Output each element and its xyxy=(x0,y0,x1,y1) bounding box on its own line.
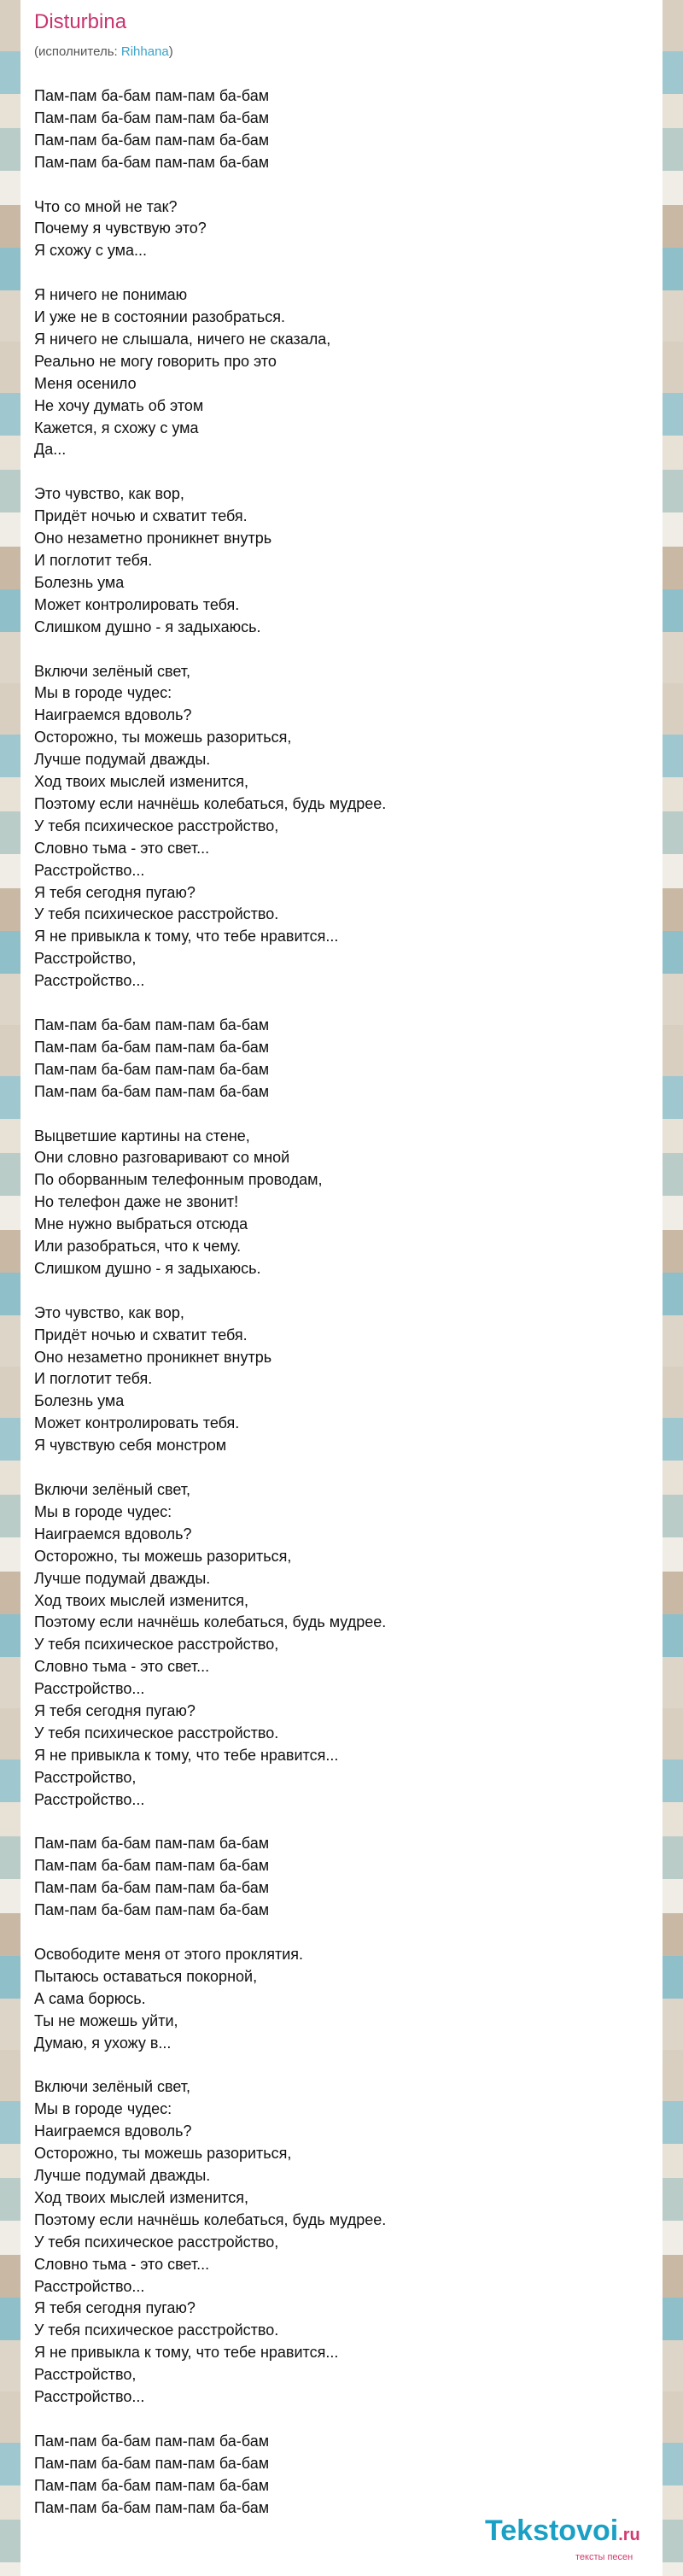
lyrics-line: Расстройство... xyxy=(34,1790,145,1808)
lyrics-line: И поглотит тебя. xyxy=(34,551,153,569)
lyrics-line: Может контролировать тебя. xyxy=(34,1414,240,1432)
lyrics-line: Пам-пам ба-бам пам-пам ба-бам xyxy=(34,108,270,126)
lyrics-line: Пам-пам ба-бам пам-пам ба-бам xyxy=(34,1857,270,1875)
lyrics-stanza xyxy=(34,483,632,638)
lyrics-line: Поэтому если начнёшь колебаться, будь мудрее. xyxy=(34,794,387,812)
lyrics-line: Оно незаметно проникнет внутрь xyxy=(34,1348,272,1366)
lyrics-line: Болезнь ума xyxy=(34,573,125,591)
lyrics-line: Я не привыкла к тому, что тебе нравится... xyxy=(34,2344,339,2362)
lyrics-line: У тебя психическое расстройство. xyxy=(34,905,279,923)
lyrics-line: Поэтому если начнёшь колебаться, будь мудрее. xyxy=(34,2210,387,2228)
lyrics-line: Пам-пам ба-бам пам-пам ба-бам xyxy=(34,2454,270,2472)
lyrics-line: Расстройство... xyxy=(34,2277,145,2295)
lyrics-line: Мы в городе чудес: xyxy=(34,684,172,702)
lyrics-line: Пам-пам ба-бам пам-пам ба-бам xyxy=(34,2498,270,2516)
song-title: Disturbina xyxy=(34,10,127,33)
lyrics-line: Слишком душно - я задыхаюсь. xyxy=(34,618,261,635)
lyrics-card xyxy=(20,0,663,2576)
lyrics-line: Словно тьма - это свет... xyxy=(34,2255,210,2273)
lyrics-line: У тебя психическое расстройство, xyxy=(34,817,279,834)
lyrics-line: Наиграемся вдоволь? xyxy=(34,706,192,724)
lyrics-line: Расстройство, xyxy=(34,1768,137,1786)
logo-tld: .ru xyxy=(618,2526,640,2544)
lyrics-line: По оборванным телефонным проводам, xyxy=(34,1171,323,1189)
lyrics-line: Я тебя сегодня пугаю? xyxy=(34,2299,196,2317)
artist-suffix: ) xyxy=(168,44,173,59)
lyrics-line: А сама борюсь. xyxy=(34,1989,146,2007)
lyrics-stanza xyxy=(34,1833,632,1922)
site-logo[interactable] xyxy=(485,2515,673,2566)
lyrics-line: Но телефон даже не звонит! xyxy=(34,1193,239,1211)
lyrics-line: Ход твоих мыслей изменится, xyxy=(34,773,248,791)
lyrics-stanza xyxy=(34,1303,632,1457)
lyrics-line: Расстройство, xyxy=(34,950,137,968)
lyrics-line: Мы в городе чудес: xyxy=(34,1502,172,1520)
lyrics-line: Кажется, я схожу с ума xyxy=(34,419,199,436)
lyrics-text xyxy=(34,85,632,2541)
lyrics-line: И поглотит тебя. xyxy=(34,1370,153,1388)
lyrics-line: Думаю, я ухожу в... xyxy=(34,2034,172,2052)
lyrics-line: Я ничего не понимаю xyxy=(34,286,188,304)
lyrics-line: Расстройство... xyxy=(34,861,145,879)
lyrics-line: Пам-пам ба-бам пам-пам ба-бам xyxy=(34,87,270,104)
lyrics-line: Пам-пам ба-бам пам-пам ба-бам xyxy=(34,131,270,149)
lyrics-line: Ход твоих мыслей изменится, xyxy=(34,2188,248,2206)
lyrics-line: Я чувствую себя монстром xyxy=(34,1437,227,1455)
lyrics-line: Я ничего не слышала, ничего не сказала, xyxy=(34,330,331,348)
lyrics-line: Лучше подумай дважды. xyxy=(34,1569,211,1587)
logo-name: Tekstovoi xyxy=(485,2515,619,2547)
lyrics-line: Не хочу думать об этом xyxy=(34,396,204,414)
lyrics-line: Словно тьма - это свет... xyxy=(34,839,210,857)
lyrics-line: У тебя психическое расстройство. xyxy=(34,1724,279,1742)
lyrics-stanza xyxy=(34,1015,632,1104)
lyrics-line: Или разобраться, что к чему. xyxy=(34,1238,242,1256)
lyrics-line: Болезнь ума xyxy=(34,1392,125,1410)
lyrics-line: Лучше подумай дважды. xyxy=(34,751,211,769)
lyrics-line: Выцветшие картины на стене, xyxy=(34,1127,250,1145)
lyrics-line: Расстройство... xyxy=(34,2388,145,2406)
lyrics-line: Словно тьма - это свет... xyxy=(34,1658,210,1676)
lyrics-line: Пам-пам ба-бам пам-пам ба-бам xyxy=(34,1016,270,1033)
lyrics-line: Расстройство... xyxy=(34,972,145,990)
lyrics-line: И уже не в состоянии разобраться. xyxy=(34,308,285,326)
lyrics-line: Наиграемся вдоволь? xyxy=(34,2122,192,2140)
lyrics-line: Пам-пам ба-бам пам-пам ба-бам xyxy=(34,2432,270,2450)
artist-line xyxy=(34,44,173,59)
lyrics-line: У тебя психическое расстройство, xyxy=(34,2233,279,2251)
lyrics-line: У тебя психическое расстройство, xyxy=(34,1636,279,1654)
lyrics-line: Пам-пам ба-бам пам-пам ба-бам xyxy=(34,1082,270,1100)
lyrics-line: Придёт ночью и схватит тебя. xyxy=(34,1326,248,1344)
lyrics-line: Расстройство, xyxy=(34,2366,137,2384)
lyrics-stanza xyxy=(34,661,632,993)
lyrics-line: Пам-пам ба-бам пам-пам ба-бам xyxy=(34,1060,270,1078)
lyrics-line: Осторожно, ты можешь разориться, xyxy=(34,2145,292,2163)
lyrics-line: Почему я чувствую это? xyxy=(34,220,207,237)
artist-link[interactable]: Rihhana xyxy=(120,44,169,59)
lyrics-line: Ты не можешь уйти, xyxy=(34,2011,178,2029)
lyrics-line: Я схожу с ума... xyxy=(34,242,148,260)
lyrics-line: Да... xyxy=(34,441,67,459)
artist-prefix: (исполнитель: xyxy=(34,44,121,59)
lyrics-stanza xyxy=(34,196,632,263)
lyrics-line: Пытаюсь оставаться покорной, xyxy=(34,1967,258,1985)
lyrics-line: Освободите меня от этого проклятия. xyxy=(34,1945,304,1963)
logo-tagline: тексты песен xyxy=(575,2552,633,2562)
lyrics-line: Я тебя сегодня пугаю? xyxy=(34,883,196,901)
lyrics-line: Это чувство, как вор, xyxy=(34,485,184,503)
lyrics-line: Поэтому если начнёшь колебаться, будь мудрее. xyxy=(34,1613,387,1631)
lyrics-line: Я не привыкла к тому, что тебе нравится... xyxy=(34,928,339,946)
lyrics-line: Лучше подумай дважды. xyxy=(34,2167,211,2185)
lyrics-line: Может контролировать тебя. xyxy=(34,595,240,613)
logo-wordmark xyxy=(485,2515,640,2548)
lyrics-stanza xyxy=(34,1944,632,2055)
lyrics-line: Осторожно, ты можешь разориться, xyxy=(34,729,292,746)
lyrics-line: Включи зелёный свет, xyxy=(34,662,191,680)
lyrics-line: Я не привыкла к тому, что тебе нравится... xyxy=(34,1746,339,1764)
lyrics-line: Реально не могу говорить про это xyxy=(34,352,277,370)
lyrics-line: Что со мной не так? xyxy=(34,197,178,215)
lyrics-line: Это чувство, как вор, xyxy=(34,1303,184,1321)
lyrics-line: Пам-пам ба-бам пам-пам ба-бам xyxy=(34,1879,270,1897)
lyrics-line: Я тебя сегодня пугаю? xyxy=(34,1702,196,1720)
lyrics-line: Расстройство... xyxy=(34,1680,145,1698)
lyrics-line: Пам-пам ба-бам пам-пам ба-бам xyxy=(34,153,270,171)
lyrics-stanza xyxy=(34,2076,632,2409)
lyrics-stanza xyxy=(34,1479,632,1812)
lyrics-line: Наиграемся вдоволь? xyxy=(34,1525,192,1543)
lyrics-line: Пам-пам ба-бам пам-пам ба-бам xyxy=(34,1835,270,1853)
lyrics-line: Они словно разговаривают со мной xyxy=(34,1149,290,1167)
lyrics-stanza xyxy=(34,85,632,174)
lyrics-line: Пам-пам ба-бам пам-пам ба-бам xyxy=(34,2476,270,2494)
lyrics-stanza xyxy=(34,284,632,461)
lyrics-line: Осторожно, ты можешь разориться, xyxy=(34,1547,292,1565)
lyrics-line: Включи зелёный свет, xyxy=(34,1480,191,1498)
lyrics-line: Мы в городе чудес: xyxy=(34,2100,172,2118)
lyrics-line: Оно незаметно проникнет внутрь xyxy=(34,530,272,547)
lyrics-line: Включи зелёный свет, xyxy=(34,2078,191,2096)
lyrics-line: Мне нужно выбраться отсюда xyxy=(34,1215,248,1233)
lyrics-line: Пам-пам ба-бам пам-пам ба-бам xyxy=(34,1038,270,1056)
lyrics-line: Придёт ночью и схватит тебя. xyxy=(34,507,248,525)
lyrics-line: Ход твоих мыслей изменится, xyxy=(34,1591,248,1609)
lyrics-line: Пам-пам ба-бам пам-пам ба-бам xyxy=(34,1901,270,1919)
lyrics-line: Слишком душно - я задыхаюсь. xyxy=(34,1259,261,1277)
lyrics-stanza xyxy=(34,1126,632,1280)
lyrics-line: У тебя психическое расстройство. xyxy=(34,2321,279,2339)
lyrics-line: Меня осенило xyxy=(34,374,137,392)
lyrics-stanza xyxy=(34,2431,632,2520)
